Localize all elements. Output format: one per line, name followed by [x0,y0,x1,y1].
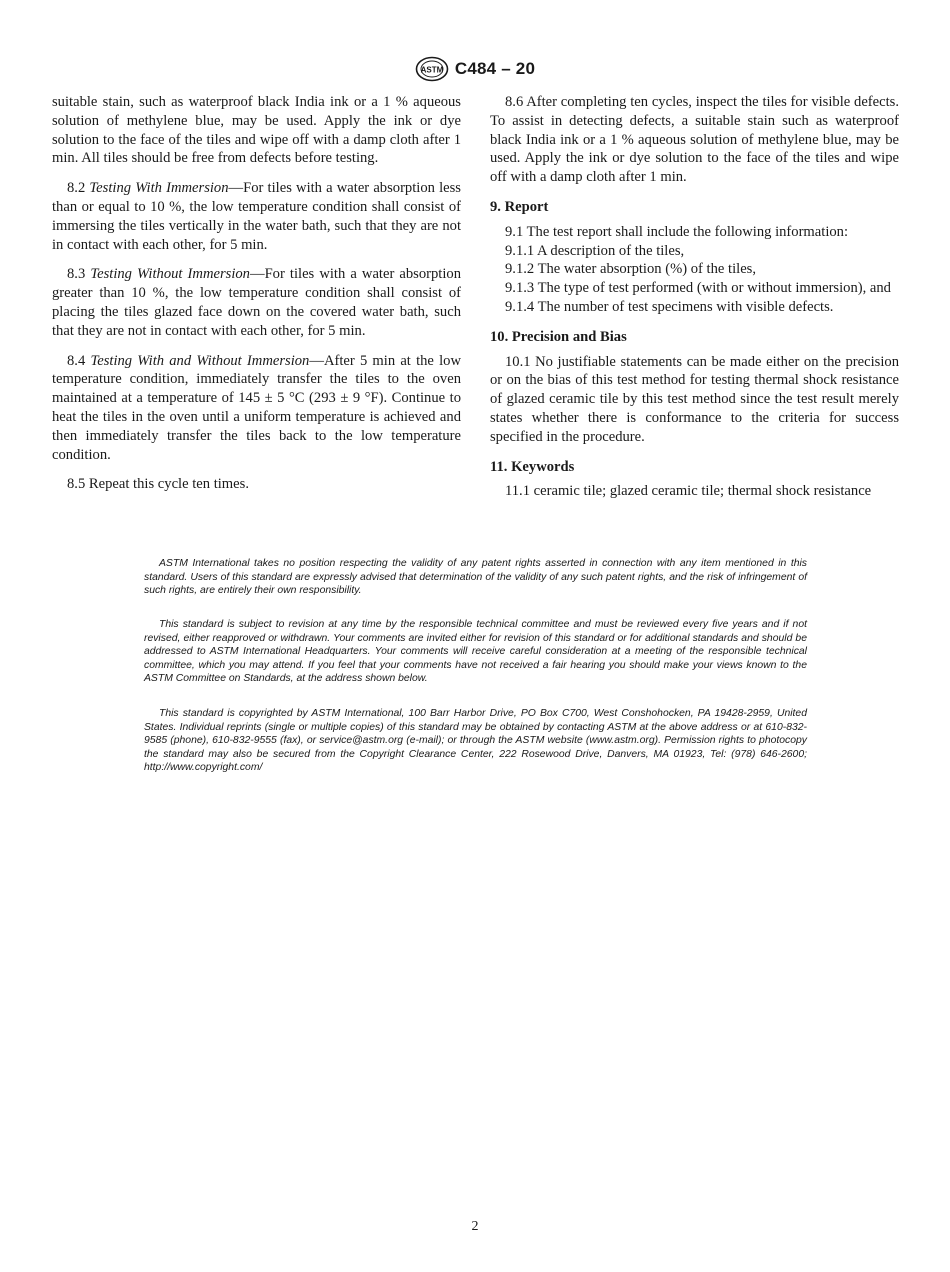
paragraph-11-1: 11.1 ceramic tile; glazed ceramic tile; thermal shock resistance [505,483,872,500]
section-number: 8.4 [67,352,86,369]
right-column [490,93,899,501]
paragraph-text: —For tiles with a water absorption greater than 10 %, the low temperature condition shall consist of placing the tiles glazed face down on the covered water bath, such that they are not in contact with each other, for 5 min. [52,266,461,339]
page-number: 2 [471,1219,479,1234]
paragraph-9-1-3: 9.1.3 The type of test performed (with or without immersion), and [505,280,891,297]
section-number: 8.3 [67,266,86,283]
paragraph-9-1-1: 9.1.1 A description of the tiles, [505,242,685,259]
subsection-title: Testing With and Without Immersion [90,352,310,369]
paragraph-8-3 [52,265,461,340]
copyright-notice: This standard is copyrighted by ASTM International, 100 Barr Harbor Drive, PO Box C700, West Conshohocken, PA 19428-2959, United States. Individual reprints (single or multiple copies) of this standard may be obtained by contacting ASTM at the above address or at 610-832-9585 (phone), 610-832-9555 (fax), or service@astm.org (e-mail); or through the ASTM website (www.astm.org). Permission rights to photocopy the standard may also be secured from the Copyright Clearance Center, 222 Rosewood Drive, Danvers, MA 01923, Tel: (978) 646-2600; http://www.copyright.com/ [144,708,807,774]
subsection-title: Testing Without Immersion [90,266,250,283]
subsection-title: Testing With Immersion [89,180,229,197]
paragraph-text: —For tiles with a water absorption less than or equal to 10 %, the low temperature condition shall consist of immersing the tiles vertically in the water bath, such that they are not in contact with each other, for 5 min. [52,180,461,253]
paragraph-8-4 [52,352,461,465]
section-heading-keywords: 11. Keywords [490,458,575,475]
standard-designation: C484 – 20 [454,59,536,78]
paragraph-8-1-continued: suitable stain, such as waterproof black India ink or a 1 % aqueous solution of methylene blue, may be used. Apply the ink or dye solution to the face of the tiles and wipe off with a damp cloth after 1 min. All tiles should be free from defects before testing. [52,94,461,167]
paragraph-8-2 [52,179,461,254]
paragraph-text: —After 5 min at the low temperature condition, immediately transfer the tiles to the oven maintained at a temperature of 145 ± 5 °C (293 ± 9 °F). Continue to heat the tiles in the oven until a uniform temperature is achieved and then immediately transfer the tiles back to the low temperature condition. [52,352,461,463]
section-heading-report: 9. Report [490,198,549,215]
logo-text: ASTM [420,65,444,75]
paragraph-8-5: 8.5 Repeat this cycle ten times. [67,476,249,493]
section-number: 8.2 [67,180,86,197]
page-header [0,56,950,82]
paragraph-8-6: 8.6 After completing ten cycles, inspect the tiles for visible defects. To assist in detecting defects, a suitable stain such as waterproof black India ink or a 1 % aqueous solution of methylene blue, may be used. Apply the ink or dye solution to the face of the tiles and wipe off with a damp cloth after 1 min. [490,94,899,186]
patent-notice: ASTM International takes no position respecting the validity of any patent rights asserted in connection with any item mentioned in this standard. Users of this standard are expressly advised that determination of the validity of any such patent rights, and the risk of infringement of such rights, are entirely their own responsibility. [144,558,807,597]
section-heading-precision-bias: 10. Precision and Bias [490,328,627,345]
paragraph-9-1: 9.1 The test report shall include the following information: [505,223,849,240]
revision-notice: This standard is subject to revision at any time by the responsible technical committee and must be reviewed every five years and if not revised, either reapproved or withdrawn. Your comments are invited either for revision of this standard or for additional standards and should be addressed to ASTM International Headquarters. Your comments will receive careful consideration at a meeting of the responsible technical committee, which you may attend. If you feel that your comments have not received a fair hearing you should make your views known to the ASTM Committee on Standards, at the address shown below. [144,619,807,685]
astm-logo-icon [415,56,449,82]
paragraph-9-1-4: 9.1.4 The number of test specimens with visible defects. [505,298,834,315]
paragraph-10-1: 10.1 No justifiable statements can be made either on the precision or on the bias of this test method for testing thermal shock resistance of glazed ceramic tile by this test method since the test result merely states whether there is conformance to the criteria for success specified in the procedure. [490,353,899,445]
paragraph-9-1-2: 9.1.2 The water absorption (%) of the tiles, [505,261,757,278]
left-column [52,93,461,494]
